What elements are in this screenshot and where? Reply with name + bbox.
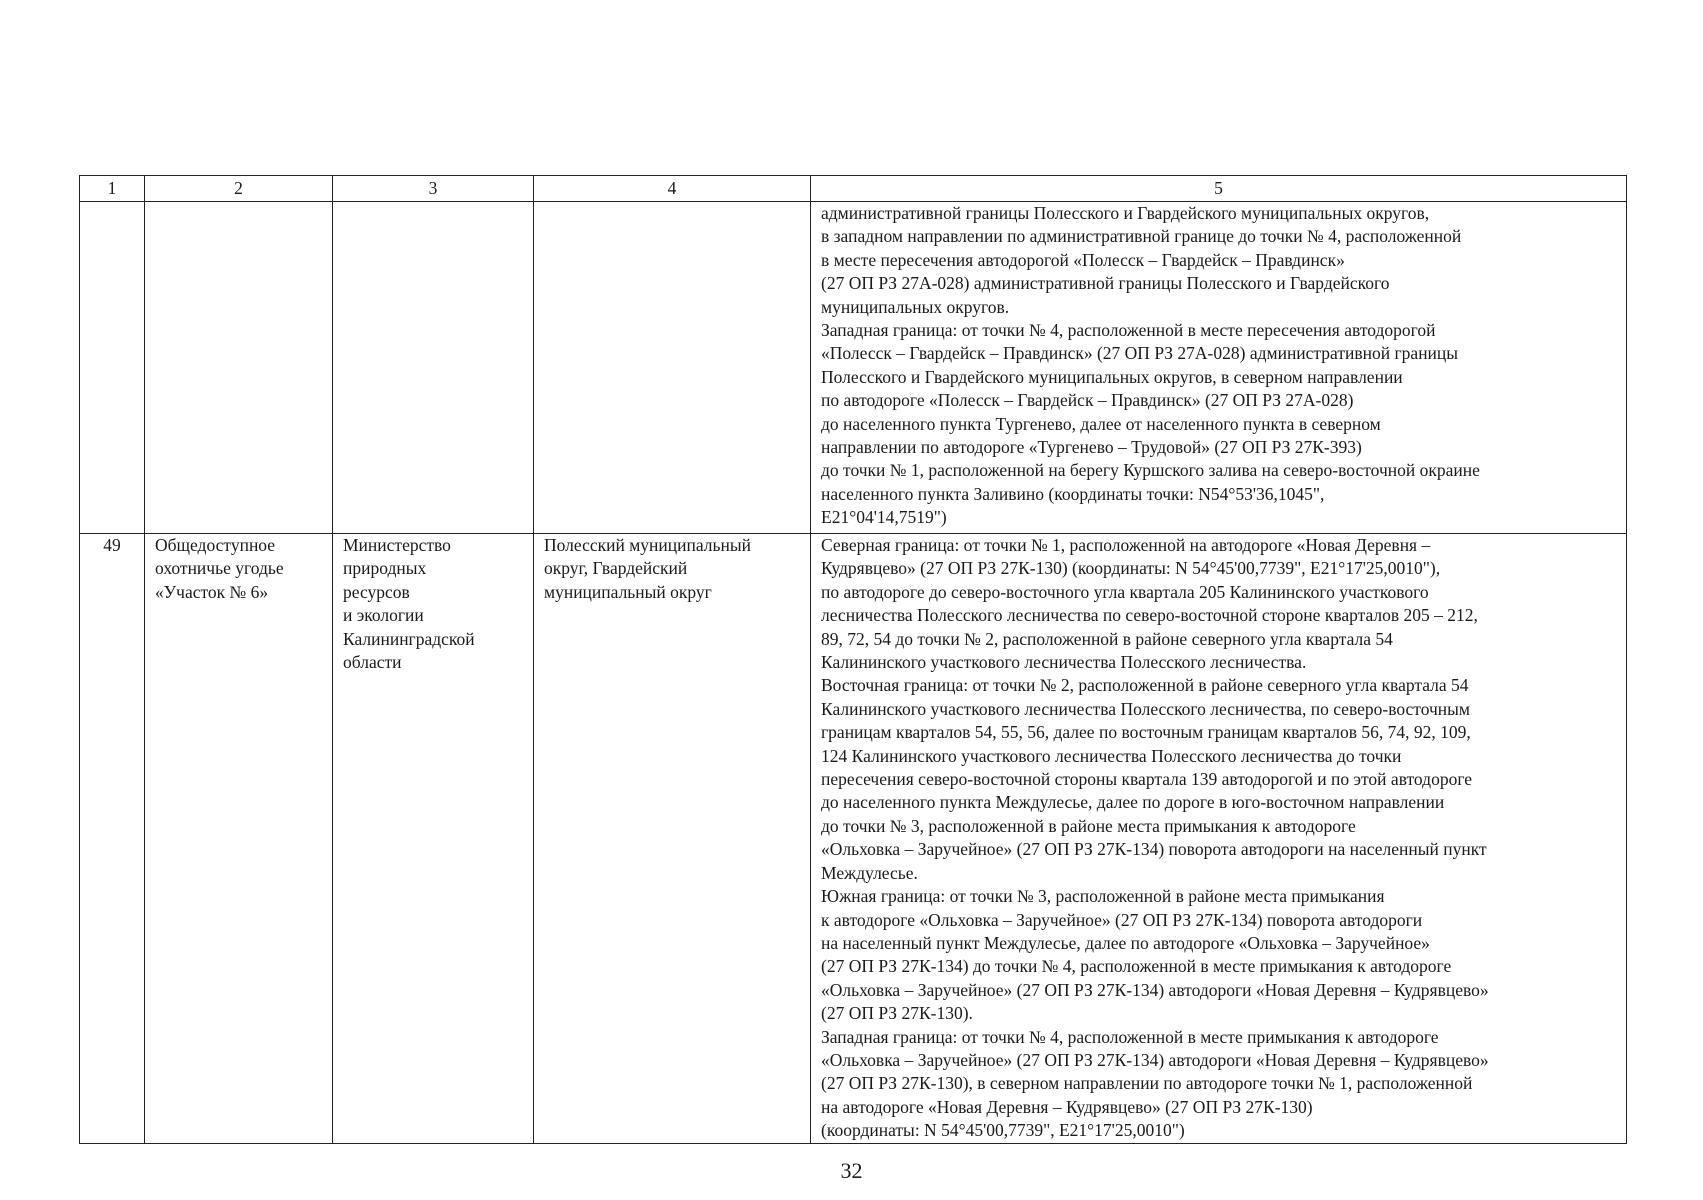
- authority-cell: Министерство природных ресурсов и экологии Калининградской области: [333, 534, 534, 1144]
- page-number: 32: [840, 1158, 863, 1183]
- column-header-3: 3: [333, 176, 534, 202]
- boundary-description-cell: административной границы Полесского и Гвардейского муниципальных округов, в западном направлении по административной границе до точки № 4, расположенной в месте пересечения автодорогой «Полесск – Гвардейск – Правдинск» (27 ОП РЗ 27А-028) административной границы Полесского и Гвардейского муниципальных округов. Западная граница: от точки № 4, расположенной в месте пересечения автодорогой «Полесск – Гвардейск – Правдинск» (27 ОП РЗ 27А-028) административной границы Полесского и Гвардейского муниципальных округов, в северном направлении по автодороге «Полесск – Гвардейск – Правдинск» (27 ОП РЗ 27А-028) до населенного пункта Тургенево, далее от населенного пункта в северном направлении по автодороге «Тургенево – Трудовой» (27 ОП РЗ 27К-393) до точки № 1, расположенной на берегу Куршского залива на северо-восточной окраине населенного пункта Заливино (координаты точки: N54°53'36,1045", E21°04'14,7519"): [811, 202, 1627, 534]
- authority-cell: [333, 202, 534, 534]
- ground-name-cell: Общедоступное охотничье угодье «Участок № 6»: [145, 534, 333, 1144]
- column-header-5: 5: [811, 176, 1627, 202]
- column-header-2: 2: [145, 176, 333, 202]
- column-header-4: 4: [534, 176, 811, 202]
- column-header-1: 1: [80, 176, 145, 202]
- hunting-grounds-table: [79, 175, 1627, 1144]
- boundary-description-cell: Северная граница: от точки № 1, расположенной на автодороге «Новая Деревня – Кудрявцево» (27 ОП РЗ 27К-130) (координаты: N 54°45'00,7739", E21°17'25,0010"), по автодороге до северо-восточного угла квартала 205 Калининского участкового лесничества Полесского лесничества по северо-восточной стороне кварталов 205 – 212, 89, 72, 54 до точки № 2, расположенной в районе северного угла квартала 54 Калининского участкового лесничества Полесского лесничества. Восточная граница: от точки № 2, расположенной в районе северного угла квартала 54 Калининского участкового лесничества Полесского лесничества, по северо-восточным границам кварталов 54, 55, 56, далее по восточным границам кварталов 56, 74, 92, 109, 124 Калининского участкового лесничества Полесского лесничества до точки пересечения северо-восточной стороны квартала 139 автодорогой и по этой автодороге до населенного пункта Междулесье, далее по дороге в юго-восточном направлении до точки № 3, расположенной в районе места примыкания к автодороге «Ольховка – Заручейное» (27 ОП РЗ 27К-134) поворота автодороги на населенный пункт Междулесье. Южная граница: от точки № 3, расположенной в районе места примыкания к автодороге «Ольховка – Заручейное» (27 ОП РЗ 27К-134) поворота автодороги на населенный пункт Междулесье, далее по автодороге «Ольховка – Заручейное» (27 ОП РЗ 27К-134) до точки № 4, расположенной в месте примыкания к автодороге «Ольховка – Заручейное» (27 ОП РЗ 27К-134) автодороги «Новая Деревня – Кудрявцево» (27 ОП РЗ 27К-130). Западная граница: от точки № 4, расположенной в месте примыкания к автодороге «Ольховка – Заручейное» (27 ОП РЗ 27К-134) автодороги «Новая Деревня – Кудрявцево» (27 ОП РЗ 27К-130), в северном направлении по автодороге точки № 1, расположенной на автодороге «Новая Деревня – Кудрявцево» (27 ОП РЗ 27К-130) (координаты: N 54°45'00,7739", E21°17'25,0010"): [811, 534, 1627, 1144]
- table-row-49: [80, 534, 1627, 1144]
- district-cell: [534, 202, 811, 534]
- table-header-row: [80, 176, 1627, 202]
- row-number-cell: 49: [80, 534, 145, 1144]
- row-number-cell: [80, 202, 145, 534]
- table-row-continuation: [80, 202, 1627, 534]
- ground-name-cell: [145, 202, 333, 534]
- district-cell: Полесский муниципальный округ, Гвардейский муниципальный округ: [534, 534, 811, 1144]
